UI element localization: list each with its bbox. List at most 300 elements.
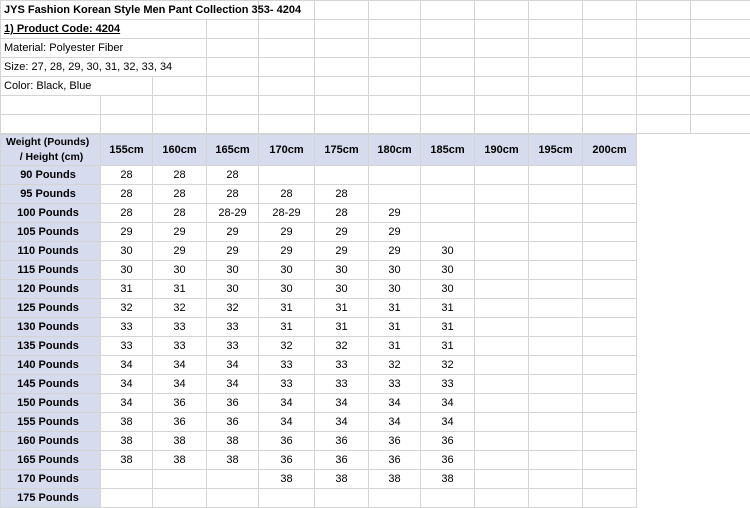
size-chart-cell[interactable]: 31: [153, 280, 207, 299]
empty-cell[interactable]: [369, 77, 421, 96]
size-chart-cell[interactable]: 29: [369, 242, 421, 261]
empty-cell[interactable]: [315, 96, 369, 115]
size-chart-cell[interactable]: [475, 470, 529, 489]
empty-cell[interactable]: [207, 58, 259, 77]
size-chart-row-label: 110 Pounds: [1, 242, 101, 261]
size-chart-column-header: 185cm: [421, 135, 475, 166]
size-chart-row-label: 100 Pounds: [1, 204, 101, 223]
empty-cell[interactable]: [583, 96, 637, 115]
empty-cell[interactable]: [583, 1, 637, 20]
size-chart-cell[interactable]: [475, 356, 529, 375]
empty-cell[interactable]: [529, 20, 583, 39]
size-chart-cell[interactable]: 32: [259, 337, 315, 356]
size-chart-cell[interactable]: 34: [369, 413, 421, 432]
size-chart-cell[interactable]: 38: [315, 470, 369, 489]
empty-cell[interactable]: [207, 115, 259, 134]
empty-cell[interactable]: [421, 77, 475, 96]
size-chart-cell[interactable]: [315, 489, 369, 508]
size-chart-cell[interactable]: [475, 185, 529, 204]
empty-cell[interactable]: [207, 77, 259, 96]
size-chart-row-label: 115 Pounds: [1, 261, 101, 280]
size-chart-cell[interactable]: [529, 223, 583, 242]
size-chart-cell[interactable]: 30: [315, 280, 369, 299]
size-chart-cell[interactable]: [315, 166, 369, 185]
size-chart-cell[interactable]: 36: [369, 432, 421, 451]
size-chart-cell[interactable]: [475, 318, 529, 337]
size-chart-cell[interactable]: 30: [421, 261, 475, 280]
size-chart-cell[interactable]: 32: [421, 356, 475, 375]
empty-cell[interactable]: [421, 39, 475, 58]
size-chart-cell[interactable]: 30: [101, 242, 153, 261]
size-chart-cell[interactable]: 38: [259, 470, 315, 489]
size-chart-cell[interactable]: [259, 166, 315, 185]
size-chart-cell[interactable]: 33: [259, 356, 315, 375]
size-chart-cell[interactable]: 38: [101, 413, 153, 432]
size-chart-cell[interactable]: 33: [315, 375, 369, 394]
empty-cell[interactable]: [691, 39, 750, 58]
size-chart-cell[interactable]: [475, 413, 529, 432]
empty-cell[interactable]: [259, 39, 315, 58]
size-chart-cell[interactable]: 30: [421, 242, 475, 261]
size-chart-cell[interactable]: 29: [101, 223, 153, 242]
size-chart-cell[interactable]: 34: [369, 394, 421, 413]
empty-cell[interactable]: [259, 77, 315, 96]
size-chart-cell[interactable]: 29: [153, 242, 207, 261]
size-chart-cell[interactable]: 38: [207, 451, 259, 470]
size-chart-cell[interactable]: 30: [207, 280, 259, 299]
empty-cell[interactable]: [421, 58, 475, 77]
empty-cell[interactable]: [369, 39, 421, 58]
size-chart-cell[interactable]: [475, 375, 529, 394]
empty-cell[interactable]: [475, 115, 529, 134]
size-chart-cell[interactable]: 30: [369, 261, 421, 280]
size-chart-cell[interactable]: 36: [259, 451, 315, 470]
size-chart-cell[interactable]: 31: [421, 299, 475, 318]
size-chart-cell[interactable]: [421, 489, 475, 508]
size-chart-cell[interactable]: 31: [421, 337, 475, 356]
size-chart-cell[interactable]: [583, 413, 637, 432]
size-chart-corner-label: Weight (Pounds) / Height (cm): [1, 135, 101, 166]
size-chart-cell[interactable]: 30: [259, 261, 315, 280]
size-chart-row-label: 90 Pounds: [1, 166, 101, 185]
empty-cell[interactable]: [475, 96, 529, 115]
empty-cell[interactable]: [529, 58, 583, 77]
size-chart-cell[interactable]: [475, 223, 529, 242]
size-chart-cell[interactable]: [475, 489, 529, 508]
size-chart-cell[interactable]: [475, 337, 529, 356]
empty-cell[interactable]: [259, 115, 315, 134]
size-chart-cell[interactable]: 28: [101, 204, 153, 223]
document-title: JYS Fashion Korean Style Men Pant Collection 353- 4204: [1, 1, 259, 20]
size-chart-cell[interactable]: [369, 185, 421, 204]
size-chart-cell[interactable]: 33: [259, 375, 315, 394]
title-row: [1, 1, 750, 20]
size-chart-cell[interactable]: 29: [369, 204, 421, 223]
table-row: [1, 280, 750, 299]
size-chart-cell[interactable]: [583, 261, 637, 280]
empty-cell[interactable]: [583, 58, 637, 77]
size-chart-cell[interactable]: [583, 242, 637, 261]
size-chart-cell[interactable]: [529, 375, 583, 394]
empty-cell[interactable]: [259, 58, 315, 77]
table-row: [1, 318, 750, 337]
table-row: [1, 489, 750, 508]
size-chart-cell[interactable]: 38: [153, 451, 207, 470]
size-chart-cell[interactable]: 28-29: [207, 204, 259, 223]
size-chart-cell[interactable]: [583, 299, 637, 318]
size-chart-cell[interactable]: [583, 470, 637, 489]
size-chart-cell[interactable]: [153, 470, 207, 489]
size-chart-cell[interactable]: [153, 489, 207, 508]
size-chart-cell[interactable]: 34: [207, 356, 259, 375]
size-chart-column-header: 155cm: [101, 135, 153, 166]
size-chart-cell[interactable]: [529, 489, 583, 508]
empty-cell[interactable]: [475, 1, 529, 20]
empty-cell[interactable]: [637, 1, 691, 20]
size-chart-cell[interactable]: [421, 185, 475, 204]
size-chart-cell[interactable]: [583, 432, 637, 451]
size-chart-row-label: 125 Pounds: [1, 299, 101, 318]
size-chart-cell[interactable]: [583, 394, 637, 413]
empty-cell[interactable]: [315, 77, 369, 96]
size-chart-cell[interactable]: [583, 280, 637, 299]
empty-cell[interactable]: [421, 20, 475, 39]
size-chart-row-label: 145 Pounds: [1, 375, 101, 394]
size-chart-cell[interactable]: 28: [153, 185, 207, 204]
empty-cell[interactable]: [475, 77, 529, 96]
size-chart-cell[interactable]: 30: [101, 261, 153, 280]
empty-cell[interactable]: [583, 20, 637, 39]
info-row: [1, 39, 750, 58]
empty-cell[interactable]: [637, 39, 691, 58]
size-chart-cell[interactable]: 36: [369, 451, 421, 470]
size-chart-cell[interactable]: 33: [369, 375, 421, 394]
size-chart-cell[interactable]: [529, 166, 583, 185]
size-chart-cell[interactable]: [369, 489, 421, 508]
size-chart-cell[interactable]: [529, 299, 583, 318]
size-chart-cell[interactable]: [475, 451, 529, 470]
size-chart-cell[interactable]: 34: [259, 394, 315, 413]
size-chart-cell[interactable]: 28: [153, 166, 207, 185]
table-row: [1, 261, 750, 280]
size-chart-cell[interactable]: [583, 166, 637, 185]
size-chart-cell[interactable]: 31: [259, 299, 315, 318]
empty-cell[interactable]: [691, 1, 750, 20]
size-chart-cell[interactable]: 29: [259, 242, 315, 261]
size-chart-cell[interactable]: 31: [259, 318, 315, 337]
empty-cell[interactable]: [691, 58, 750, 77]
size-chart-cell[interactable]: 29: [315, 242, 369, 261]
empty-cell[interactable]: [637, 58, 691, 77]
size-chart-cell[interactable]: [475, 204, 529, 223]
size-chart-row-label: 105 Pounds: [1, 223, 101, 242]
size-chart-row-label: 95 Pounds: [1, 185, 101, 204]
size-chart-cell[interactable]: 34: [421, 394, 475, 413]
size-chart-cell[interactable]: [529, 204, 583, 223]
empty-cell[interactable]: [1, 96, 101, 115]
empty-cell[interactable]: [315, 1, 369, 20]
size-chart-cell[interactable]: [101, 470, 153, 489]
size-chart-column-header: 160cm: [153, 135, 207, 166]
size-chart-cell[interactable]: 28: [207, 185, 259, 204]
size-chart-cell[interactable]: [583, 185, 637, 204]
size-chart-cell[interactable]: [529, 280, 583, 299]
empty-cell[interactable]: [637, 96, 691, 115]
blank-row: [1, 115, 750, 134]
size-chart-cell[interactable]: 38: [369, 470, 421, 489]
size-chart-cell[interactable]: 36: [421, 451, 475, 470]
size-chart-cell[interactable]: [475, 432, 529, 451]
size-chart-cell[interactable]: 28: [101, 185, 153, 204]
size-chart-cell[interactable]: 34: [101, 394, 153, 413]
size-chart-cell[interactable]: 34: [421, 413, 475, 432]
size-chart-cell[interactable]: 33: [421, 375, 475, 394]
empty-cell[interactable]: [315, 115, 369, 134]
empty-cell[interactable]: [475, 20, 529, 39]
size-chart-cell[interactable]: 28-29: [259, 204, 315, 223]
size-chart-cell[interactable]: 31: [369, 337, 421, 356]
size-chart-cell[interactable]: 34: [153, 375, 207, 394]
empty-cell[interactable]: [369, 96, 421, 115]
size-chart-cell[interactable]: [529, 451, 583, 470]
size-chart-row-label: 160 Pounds: [1, 432, 101, 451]
size-chart-column-header: 200cm: [583, 135, 637, 166]
size-chart-cell[interactable]: [529, 413, 583, 432]
size-chart-cell[interactable]: [369, 166, 421, 185]
empty-cell[interactable]: [315, 58, 369, 77]
size-chart-cell[interactable]: 30: [369, 280, 421, 299]
size-chart-cell[interactable]: 31: [421, 318, 475, 337]
size-chart-cell[interactable]: 34: [315, 413, 369, 432]
size-chart-cell[interactable]: 36: [259, 432, 315, 451]
empty-cell[interactable]: [369, 20, 421, 39]
size-chart-cell[interactable]: 32: [369, 356, 421, 375]
empty-cell[interactable]: [421, 1, 475, 20]
empty-cell[interactable]: [259, 96, 315, 115]
empty-cell[interactable]: [637, 77, 691, 96]
size-chart-cell[interactable]: 36: [153, 413, 207, 432]
table-row: [1, 470, 750, 489]
size-chart-cell[interactable]: 29: [207, 242, 259, 261]
size-chart-cell[interactable]: 34: [315, 394, 369, 413]
size-chart-cell[interactable]: [529, 318, 583, 337]
size-chart-column-header: 165cm: [207, 135, 259, 166]
empty-cell[interactable]: [1, 115, 101, 134]
size-chart-cell[interactable]: 30: [259, 280, 315, 299]
empty-cell[interactable]: [259, 20, 315, 39]
empty-cell[interactable]: [637, 20, 691, 39]
size-chart-cell[interactable]: [475, 166, 529, 185]
size-chart-cell[interactable]: [529, 394, 583, 413]
size-chart-cell[interactable]: 32: [153, 299, 207, 318]
size-chart-row-label: 150 Pounds: [1, 394, 101, 413]
empty-cell[interactable]: [529, 1, 583, 20]
size-chart-cell[interactable]: [421, 166, 475, 185]
size-chart-cell[interactable]: [475, 242, 529, 261]
size-chart-row-label: 175 Pounds: [1, 489, 101, 508]
size-chart-cell[interactable]: [583, 375, 637, 394]
size-chart-cell[interactable]: [583, 223, 637, 242]
size-chart-cell[interactable]: 29: [207, 223, 259, 242]
size-chart-cell[interactable]: [529, 432, 583, 451]
size-chart-cell[interactable]: [583, 204, 637, 223]
size-chart-cell[interactable]: 28: [259, 185, 315, 204]
size-chart-cell[interactable]: 30: [153, 261, 207, 280]
size-chart-cell[interactable]: 32: [315, 337, 369, 356]
size-chart-cell[interactable]: 36: [153, 394, 207, 413]
empty-cell[interactable]: [207, 39, 259, 58]
size-chart-cell[interactable]: 28: [315, 185, 369, 204]
size-chart-cell[interactable]: [101, 489, 153, 508]
empty-cell[interactable]: [583, 115, 637, 134]
size-chart-cell[interactable]: 38: [421, 470, 475, 489]
size-chart-cell[interactable]: 32: [207, 299, 259, 318]
empty-cell[interactable]: [691, 20, 750, 39]
size-chart-cell[interactable]: [475, 280, 529, 299]
size-chart-cell[interactable]: 29: [153, 223, 207, 242]
size-chart-cell[interactable]: [529, 185, 583, 204]
size-chart-row-label: 120 Pounds: [1, 280, 101, 299]
size-chart-cell[interactable]: 38: [101, 432, 153, 451]
size-chart-cell[interactable]: 29: [369, 223, 421, 242]
size-chart-cell[interactable]: 33: [153, 318, 207, 337]
empty-cell[interactable]: [475, 58, 529, 77]
size-chart-cell[interactable]: 36: [315, 451, 369, 470]
empty-cell[interactable]: [691, 77, 750, 96]
empty-cell[interactable]: [475, 39, 529, 58]
size-chart-cell[interactable]: [259, 489, 315, 508]
size-chart-cell[interactable]: 31: [369, 299, 421, 318]
empty-cell[interactable]: [153, 96, 207, 115]
size-chart-cell[interactable]: [583, 451, 637, 470]
size-chart-cell[interactable]: 38: [207, 432, 259, 451]
size-chart-cell[interactable]: [529, 261, 583, 280]
size-chart-cell[interactable]: 34: [207, 375, 259, 394]
size-chart-cell[interactable]: 28: [315, 204, 369, 223]
blank-row: [1, 96, 750, 115]
empty-cell[interactable]: [421, 96, 475, 115]
size-chart-cell[interactable]: 32: [101, 299, 153, 318]
size-chart-cell[interactable]: 38: [153, 432, 207, 451]
size-chart-cell[interactable]: 31: [101, 280, 153, 299]
size-chart-cell[interactable]: [421, 223, 475, 242]
size-chart-cell[interactable]: 33: [153, 337, 207, 356]
size-chart-row-label: 140 Pounds: [1, 356, 101, 375]
empty-cell[interactable]: [691, 115, 750, 134]
table-row: [1, 375, 750, 394]
size-chart-cell[interactable]: [529, 470, 583, 489]
empty-cell[interactable]: [207, 96, 259, 115]
size-chart-cell[interactable]: [207, 470, 259, 489]
table-row: [1, 299, 750, 318]
size-chart-cell[interactable]: [529, 356, 583, 375]
empty-cell[interactable]: [529, 77, 583, 96]
empty-cell[interactable]: [691, 96, 750, 115]
size-chart-column-header: 195cm: [529, 135, 583, 166]
empty-cell[interactable]: [583, 39, 637, 58]
size-chart-cell[interactable]: 36: [421, 432, 475, 451]
empty-cell[interactable]: [101, 96, 153, 115]
size-chart-cell[interactable]: 36: [315, 432, 369, 451]
size-chart-cell[interactable]: 34: [153, 356, 207, 375]
size-chart-cell[interactable]: 30: [207, 261, 259, 280]
empty-cell[interactable]: [529, 115, 583, 134]
size-chart-cell[interactable]: 33: [101, 318, 153, 337]
size-chart-cell[interactable]: 33: [315, 356, 369, 375]
size-chart-cell[interactable]: 31: [315, 318, 369, 337]
size-chart-cell[interactable]: [475, 261, 529, 280]
size-chart-cell[interactable]: [583, 356, 637, 375]
size-chart-cell[interactable]: 30: [315, 261, 369, 280]
table-row: [1, 242, 750, 261]
size-chart-cell[interactable]: 29: [315, 223, 369, 242]
size-chart-cell[interactable]: [583, 489, 637, 508]
size-chart-cell[interactable]: [475, 394, 529, 413]
empty-cell[interactable]: [153, 115, 207, 134]
empty-cell[interactable]: [421, 115, 475, 134]
empty-cell[interactable]: [315, 39, 369, 58]
empty-cell[interactable]: [583, 77, 637, 96]
size-chart-cell[interactable]: 28: [101, 166, 153, 185]
size-chart-cell[interactable]: 28: [153, 204, 207, 223]
size-chart-cell[interactable]: 28: [207, 166, 259, 185]
size-chart-cell[interactable]: 34: [259, 413, 315, 432]
size-chart-header-row: [1, 135, 750, 166]
size-chart-cell[interactable]: 30: [421, 280, 475, 299]
empty-cell[interactable]: [369, 58, 421, 77]
size-chart-cell[interactable]: 33: [101, 337, 153, 356]
size-chart-row-label: 135 Pounds: [1, 337, 101, 356]
size-line: Size: 27, 28, 29, 30, 31, 32, 33, 34: [1, 58, 207, 77]
empty-cell[interactable]: [637, 115, 691, 134]
empty-cell[interactable]: [315, 20, 369, 39]
empty-cell[interactable]: [529, 39, 583, 58]
size-chart-cell[interactable]: 34: [101, 375, 153, 394]
empty-cell[interactable]: [529, 96, 583, 115]
empty-cell[interactable]: [101, 115, 153, 134]
size-chart-body: [1, 135, 750, 508]
size-chart-cell[interactable]: [421, 204, 475, 223]
grid-body: [1, 1, 750, 134]
product-code-line: 1) Product Code: 4204: [1, 20, 207, 39]
size-chart-cell[interactable]: 33: [207, 337, 259, 356]
size-chart-cell[interactable]: 29: [259, 223, 315, 242]
size-chart-cell[interactable]: [207, 489, 259, 508]
empty-cell[interactable]: [153, 77, 207, 96]
empty-cell[interactable]: [369, 115, 421, 134]
size-chart-cell[interactable]: 31: [369, 318, 421, 337]
size-chart-cell[interactable]: 38: [101, 451, 153, 470]
size-chart-cell[interactable]: 31: [315, 299, 369, 318]
size-chart-cell[interactable]: 34: [101, 356, 153, 375]
table-row: [1, 356, 750, 375]
material-line: Material: Polyester Fiber: [1, 39, 207, 58]
size-chart-cell[interactable]: 36: [207, 394, 259, 413]
size-chart-row-label: 130 Pounds: [1, 318, 101, 337]
empty-cell[interactable]: [207, 20, 259, 39]
size-chart-cell[interactable]: [583, 337, 637, 356]
size-chart-cell[interactable]: [529, 337, 583, 356]
empty-cell[interactable]: [369, 1, 421, 20]
size-chart-cell[interactable]: 36: [207, 413, 259, 432]
size-chart-cell[interactable]: 33: [207, 318, 259, 337]
color-line: Color: Black, Blue: [1, 77, 153, 96]
size-chart-cell[interactable]: [529, 242, 583, 261]
size-chart-cell[interactable]: [475, 299, 529, 318]
info-row: [1, 77, 750, 96]
size-chart-column-header: 175cm: [315, 135, 369, 166]
size-chart-cell[interactable]: [583, 318, 637, 337]
